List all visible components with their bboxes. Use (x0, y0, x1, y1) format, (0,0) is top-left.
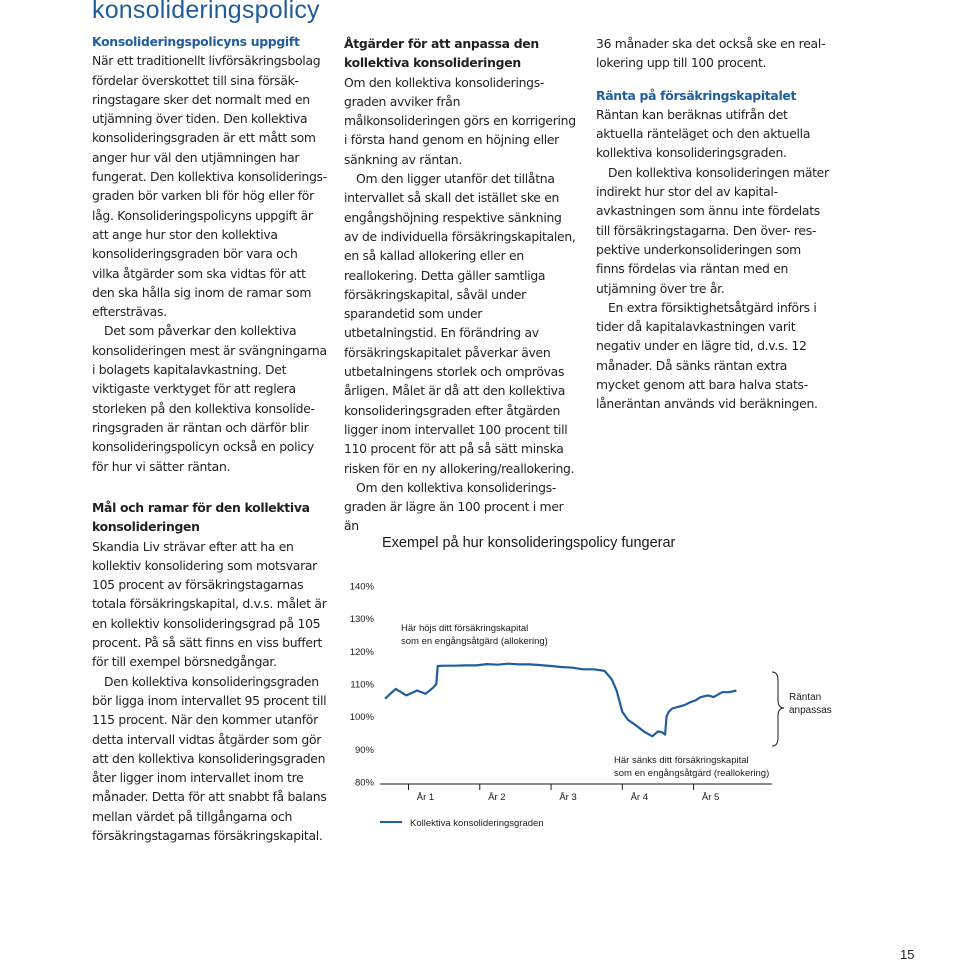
y-tick-label: 90% (354, 744, 374, 756)
paragraph: Det som påverkar den kollektiva konsolideringen mest är svängningarna i bolagets kapitalavkastning. Det viktigaste verktyget för att reglera storleken på den kollektiva konsolideringsgraden är räntan och därför blir konsolideringspolicyn också en policy för hur vi sätter räntan. (92, 323, 327, 474)
annotation-allokering-line2: som en engångsåtgärd (allokering) (401, 636, 548, 647)
paragraph: Om den ligger utanför det tillåtna intervallet så skall det istället ske en engångshöjning respektive sänkning av de individuella försäkringskapitalen, en så kallad allokering eller en reallokering. Detta gäller samtliga försäkringskapital, såväl under sparandetid som under utbetalningstid. En förändring av försäkringskapitalet påverkar även utbetalningens storlek och omprövas årligen. Målet är då att den kollektiva konsolideringsgraden efter åtgärden ligger inom intervallet 100 procent till 110 procent för att på så sätt minska risken för en ny allokering/reallokering. (344, 171, 576, 476)
x-tick-label: År 4 (630, 792, 649, 803)
annotation-reallokering-line1: Här sänks ditt försäkringskapital (614, 755, 749, 766)
paragraph: Räntan kan beräknas utifrån det aktuella ränteläget och den aktuella kollektiva konsolideringsgraden. (596, 106, 811, 161)
section-heading-mal-och-ramar: Mål och ramar för den kollektiva konsolideringen (92, 500, 310, 535)
x-tick-label: År 1 (416, 792, 435, 803)
y-tick-label: 80% (354, 777, 374, 789)
paragraph: 36 månader ska det också ske en reallokering upp till 100 procent. (596, 36, 826, 71)
paragraph: En extra försiktighetsåtgärd införs i tider då kapitalavkastningen varit negativ under en lägre tid, d.v.s. 12 månader. Då sänks räntan extra mycket genom att bara halva statslåneräntan används vid beräkningen. (596, 299, 818, 412)
chart-title: Exempel på hur konsolideringspolicy fungerar (382, 535, 676, 551)
page-title: konsolideringspolicy (92, 0, 320, 24)
section-heading-uppgift: Konsolideringspolicyns uppgift (92, 34, 300, 49)
paragraph: Om den kollektiva konsolideringsgraden avviker från målkonsolideringen görs en korrigering i första hand genom en höjning eller sänkning av räntan. (344, 74, 576, 167)
annotation-reallokering-line2: som en engångsåtgärd (reallokering) (614, 768, 770, 779)
page-number: 15 (900, 947, 915, 962)
paragraph: Skandia Liv strävar efter att ha en kollektiv konsolidering som motsvarar 105 procent av försäkringstagarnas totala försäkringskapital, d.v.s. målet är en kollektiv konsolideringsgrad på 105 procent. På så sätt finns en viss buffert för till exempel börsnedgångar. (92, 538, 327, 670)
curly-brace (772, 672, 784, 746)
legend-label: Kollektiva konsolideringsgraden (410, 818, 544, 829)
y-tick-label: 130% (349, 614, 374, 626)
x-tick-label: År 5 (701, 792, 720, 803)
y-tick-label: 140% (349, 581, 374, 593)
x-tick-label: År 2 (488, 792, 506, 803)
y-tick-label: 120% (349, 646, 374, 658)
paragraph: Den kollektiva konsolideringsgraden bör ligga inom intervallet 95 procent till 115 procent. När den kommer utanför detta intervall vidtas åtgärder som gör att den kollektiva konsolideringsgraden åter ligger inom intervallet inom tre månader. Detta för att snabbt få balans mellan värdet på tillgångarna och försäkringstagarnas försäkringskapital. (92, 673, 327, 844)
annotation-allokering-line1: Här höjs ditt försäkringskapital (401, 623, 529, 634)
section-heading-ranta: Ränta på försäkringskapitalet (596, 87, 797, 103)
annotation-rantan-line2: anpassas (789, 705, 832, 716)
series-line (385, 664, 736, 737)
paragraph: Den kollektiva konsolideringen mäter indirekt hur stor del av kapitalavkastningen som ännu inte fördelats till försäkringstagarna. Den över- respektive underkonsolideringen som finns fördelas via räntan med en utjämning över tre år. (596, 164, 829, 296)
y-tick-label: 100% (349, 712, 374, 724)
section-heading-atgarder: Åtgärder för att anpassa den kollektiva konsolideringen (344, 36, 539, 71)
y-tick-label: 110% (350, 679, 374, 691)
x-tick-label: År 3 (559, 792, 577, 803)
annotation-rantan-line1: Räntan (789, 692, 822, 703)
paragraph: Om den kollektiva konsolideringsgraden är lägre än 100 procent i mer än (344, 479, 564, 534)
paragraph: När ett traditionellt livförsäkringsbolag fördelar överskottet till sina försäkringstagare sker det normalt med en utjämning över tiden. Den kollektiva konsolideringsgraden är ett mått som anger hur väl den utjämningen har fungerat. Den kollektiva konsolideringsgraden bör varken bli för hög eller för låg. Konsolideringspolicyns uppgift är att ange hur stor den kollektiva konsolideringsgraden bör vara och vilka åtgärder som ska vidtas för att den ska hålla sig inom de ramar som eftersträvas. (92, 53, 328, 320)
